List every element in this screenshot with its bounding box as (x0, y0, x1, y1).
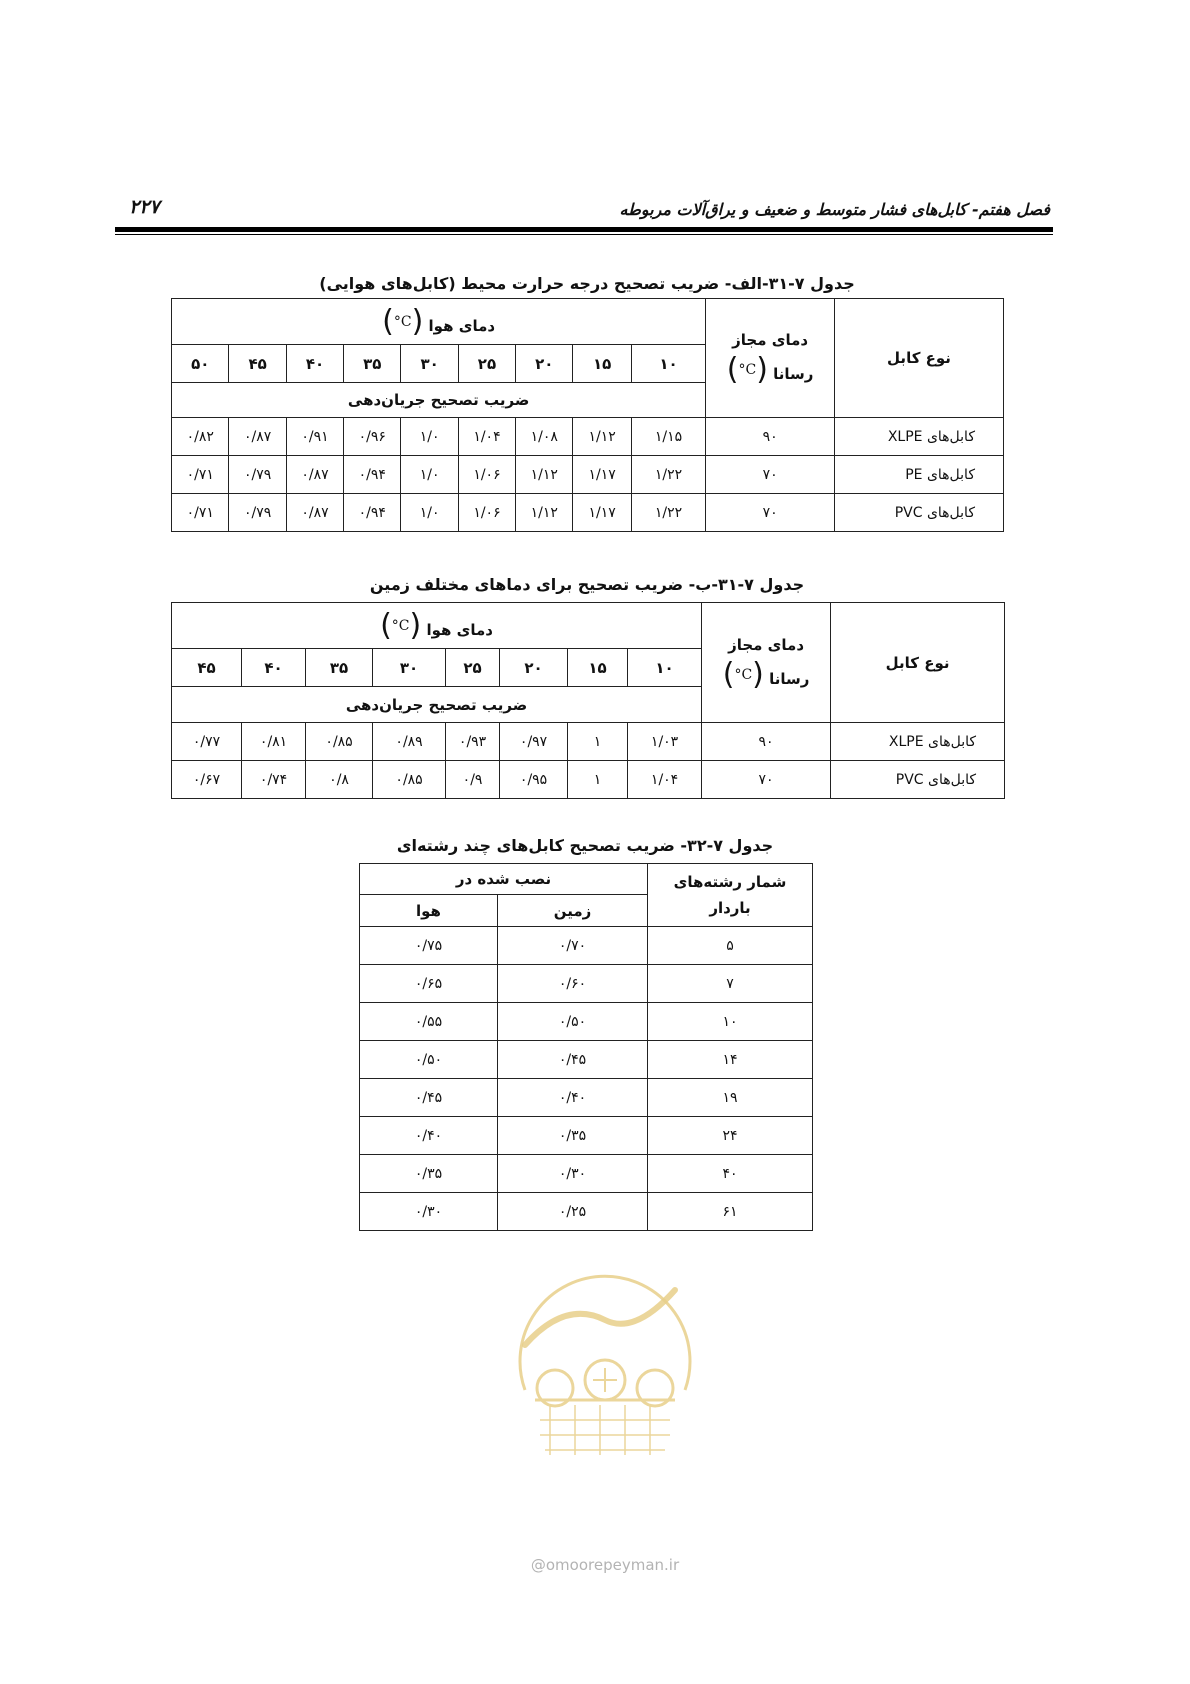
table-b-col-allowed-temp (702, 603, 831, 723)
table-a-caption: جدول ۷-۳۱-الف- ضریب تصحیح درجه حرارت محیط (کابل‌های هوایی) (319, 274, 855, 293)
table-b-col-cable-type: نوع کابل (831, 603, 1005, 723)
table-b-value: ۰/۸۵ (373, 761, 446, 799)
table-row (360, 1117, 813, 1155)
table-a-allowed: ۷۰ (706, 494, 835, 532)
table-c-air: ۰/۶۵ (360, 965, 498, 1003)
table-a-allowed: ۹۰ (706, 418, 835, 456)
table-c-ground: ۰/۳۵ (498, 1117, 648, 1155)
table-b-allowed-line1: دمای مجاز (728, 635, 805, 654)
table-b-value: ۱ (568, 761, 628, 799)
table-row (172, 723, 1005, 761)
table-row (172, 494, 1004, 532)
table-a-value: ۱/۱۲ (516, 494, 573, 532)
table-b-value: ۰/۸۱ (242, 723, 306, 761)
table-a-value: ۰/۹۱ (286, 418, 343, 456)
header-rule-thin (115, 234, 1053, 235)
table-b-value: ۱/۰۴ (628, 761, 702, 799)
table-c-ground: ۰/۲۵ (498, 1193, 648, 1231)
table-c-cores: ۱۴ (648, 1041, 813, 1079)
table-c-col-air: هوا (360, 895, 498, 927)
table-c-air: ۰/۳۵ (360, 1155, 498, 1193)
table-b-allowed: ۹۰ (702, 723, 831, 761)
table-b-value: ۰/۹ (446, 761, 500, 799)
table-row (360, 927, 813, 965)
table-b-cable: کابل‌های PVC (831, 761, 1005, 799)
table-c-air: ۰/۳۰ (360, 1193, 498, 1231)
table-b-temp: ۴۵ (172, 649, 242, 687)
table-a-temp: ۲۵ (458, 345, 515, 383)
table-row (360, 965, 813, 1003)
table-a-value: ۱/۲۲ (631, 494, 705, 532)
table-c-cores: ۱۹ (648, 1079, 813, 1117)
table-b-temp: ۱۵ (568, 649, 628, 687)
table-a-temp: ۱۵ (573, 345, 631, 383)
table-a-value: ۱/۰۸ (516, 418, 573, 456)
table-a-temp: ۱۰ (631, 345, 705, 383)
table-a-allowed: ۷۰ (706, 456, 835, 494)
table-row (360, 1003, 813, 1041)
table-b-factor-label: ضریب تصحیح جریان‌دهی (172, 687, 702, 723)
table-a-value: ۰/۸۷ (229, 418, 286, 456)
table-a-cable: کابل‌های PVC (835, 494, 1004, 532)
table-a-value: ۱/۲۲ (631, 456, 705, 494)
table-a-value: ۱/۱۵ (631, 418, 705, 456)
table-a-allowed-unit-group: ( °C ) (726, 352, 768, 387)
table-a-value: ۰/۸۷ (286, 494, 343, 532)
table-a (171, 298, 1004, 532)
table-c-cores: ۱۰ (648, 1003, 813, 1041)
table-b-value: ۰/۶۷ (172, 761, 242, 799)
table-a-col-allowed-temp (706, 299, 835, 418)
table-a-value: ۱/۱۲ (573, 418, 631, 456)
table-a-temp: ۲۰ (516, 345, 573, 383)
table-a-value: ۰/۷۱ (172, 456, 229, 494)
table-c-cores: ۲۴ (648, 1117, 813, 1155)
table-a-value: ۰/۷۱ (172, 494, 229, 532)
table-b-air-temp-header (172, 603, 702, 649)
table-row (360, 1041, 813, 1079)
table-c-ground: ۰/۵۰ (498, 1003, 648, 1041)
table-b-caption: جدول ۷-۳۱-ب- ضریب تصحیح برای دماهای مختلف زمین (369, 575, 805, 594)
table-c-col-installed: نصب شده در (360, 864, 648, 895)
table-c-cores-line1: شمار رشته‌های (673, 873, 787, 891)
table-a-cable: کابل‌های PE (835, 456, 1004, 494)
table-row (172, 456, 1004, 494)
table-c-cores: ۵ (648, 927, 813, 965)
table-row (360, 1193, 813, 1231)
table-b-value: ۰/۹۷ (500, 723, 568, 761)
table-b-value: ۰/۷۷ (172, 723, 242, 761)
running-head: فصل هفتم- کابل‌های فشار متوسط و ضعیف و یراق‌آلات مربوطه (619, 200, 1050, 219)
table-a-value: ۱/۱۷ (573, 456, 631, 494)
table-a-temp: ۳۵ (344, 345, 401, 383)
table-b-air-unit-group: ( °C ) (380, 607, 422, 643)
table-c-col-ground: زمین (498, 895, 648, 927)
table-a-air-temp-header (172, 299, 706, 345)
table-b-temp: ۳۰ (373, 649, 446, 687)
table-a-col-cable-type: نوع کابل (835, 299, 1004, 418)
table-a-temp: ۴۵ (229, 345, 286, 383)
table-c-ground: ۰/۴۵ (498, 1041, 648, 1079)
table-c-air: ۰/۴۰ (360, 1117, 498, 1155)
table-a-value: ۱/۰ (401, 418, 458, 456)
table-a-value: ۱/۰ (401, 494, 458, 532)
table-c (359, 863, 813, 1231)
table-b-value: ۱/۰۳ (628, 723, 702, 761)
table-b-temp: ۱۰ (628, 649, 702, 687)
table-a-value: ۰/۹۴ (344, 494, 401, 532)
table-c-ground: ۰/۴۰ (498, 1079, 648, 1117)
table-b-temp: ۲۵ (446, 649, 500, 687)
header-rule-thick (115, 227, 1053, 232)
table-a-value: ۱/۰۶ (458, 494, 515, 532)
table-b-value: ۰/۷۴ (242, 761, 306, 799)
table-a-factor-label: ضریب تصحیح جریان‌دهی (172, 383, 706, 418)
table-a-value: ۱/۱۲ (516, 456, 573, 494)
table-b-allowed-unit-group: ( °C ) (722, 656, 764, 692)
table-c-caption: جدول ۷-۳۲- ضریب تصحیح کابل‌های چند رشته‌ای (396, 836, 774, 855)
table-a-allowed-line1: دمای مجاز (732, 331, 809, 349)
table-b (171, 602, 1005, 799)
table-b-allowed: ۷۰ (702, 761, 831, 799)
table-a-value: ۱/۰۴ (458, 418, 515, 456)
table-c-air: ۰/۵۵ (360, 1003, 498, 1041)
watermark-logo (495, 1240, 715, 1460)
table-b-value: ۰/۸۵ (306, 723, 373, 761)
table-a-value: ۰/۷۹ (229, 456, 286, 494)
table-a-value: ۱/۰۶ (458, 456, 515, 494)
table-c-air: ۰/۵۰ (360, 1041, 498, 1079)
table-a-air-unit: °C (393, 313, 412, 330)
table-c-ground: ۰/۷۰ (498, 927, 648, 965)
table-a-value: ۰/۷۹ (229, 494, 286, 532)
table-a-cable: کابل‌های XLPE (835, 418, 1004, 456)
table-b-air-unit: °C (391, 617, 410, 634)
table-a-air-temp-label: دمای هوا (428, 316, 496, 335)
table-b-temp: ۳۵ (306, 649, 373, 687)
table-b-allowed-unit: °C (734, 666, 753, 683)
table-b-cable: کابل‌های XLPE (831, 723, 1005, 761)
table-row (360, 1155, 813, 1193)
table-a-value: ۰/۸۷ (286, 456, 343, 494)
table-a-air-unit-group: ( °C ) (382, 303, 424, 339)
table-a-allowed-unit: °C (738, 362, 757, 378)
table-row (172, 761, 1005, 799)
table-a-temp: ۴۰ (286, 345, 343, 383)
table-b-value: ۰/۸ (306, 761, 373, 799)
table-b-value: ۰/۹۳ (446, 723, 500, 761)
table-b-value: ۰/۸۹ (373, 723, 446, 761)
table-c-cores: ۴۰ (648, 1155, 813, 1193)
table-a-value: ۰/۸۲ (172, 418, 229, 456)
table-c-cores: ۷ (648, 965, 813, 1003)
table-c-cores: ۶۱ (648, 1193, 813, 1231)
table-b-value: ۱ (568, 723, 628, 761)
table-c-air: ۰/۴۵ (360, 1079, 498, 1117)
table-b-value: ۰/۹۵ (500, 761, 568, 799)
table-row (172, 418, 1004, 456)
table-row (360, 1079, 813, 1117)
table-b-temp: ۴۰ (242, 649, 306, 687)
watermark-site: @omoorepeyman.ir (530, 1556, 680, 1574)
table-a-temp: ۳۰ (401, 345, 458, 383)
table-c-col-cores (648, 864, 813, 927)
table-a-value: ۱/۰ (401, 456, 458, 494)
table-b-allowed-line2: رسانا (769, 669, 810, 688)
table-c-cores-line2: باردار (709, 899, 751, 917)
table-c-air: ۰/۷۵ (360, 927, 498, 965)
table-b-air-temp-label: دمای هوا (426, 620, 493, 639)
table-b-temp: ۲۰ (500, 649, 568, 687)
table-a-value: ۰/۹۴ (344, 456, 401, 494)
table-c-ground: ۰/۳۰ (498, 1155, 648, 1193)
table-a-temp: ۵۰ (172, 345, 229, 383)
table-a-value: ۰/۹۶ (344, 418, 401, 456)
page-number: ۲۲۷ (129, 196, 160, 218)
table-a-allowed-line2: رسانا (773, 365, 814, 383)
table-a-value: ۱/۱۷ (573, 494, 631, 532)
table-c-ground: ۰/۶۰ (498, 965, 648, 1003)
